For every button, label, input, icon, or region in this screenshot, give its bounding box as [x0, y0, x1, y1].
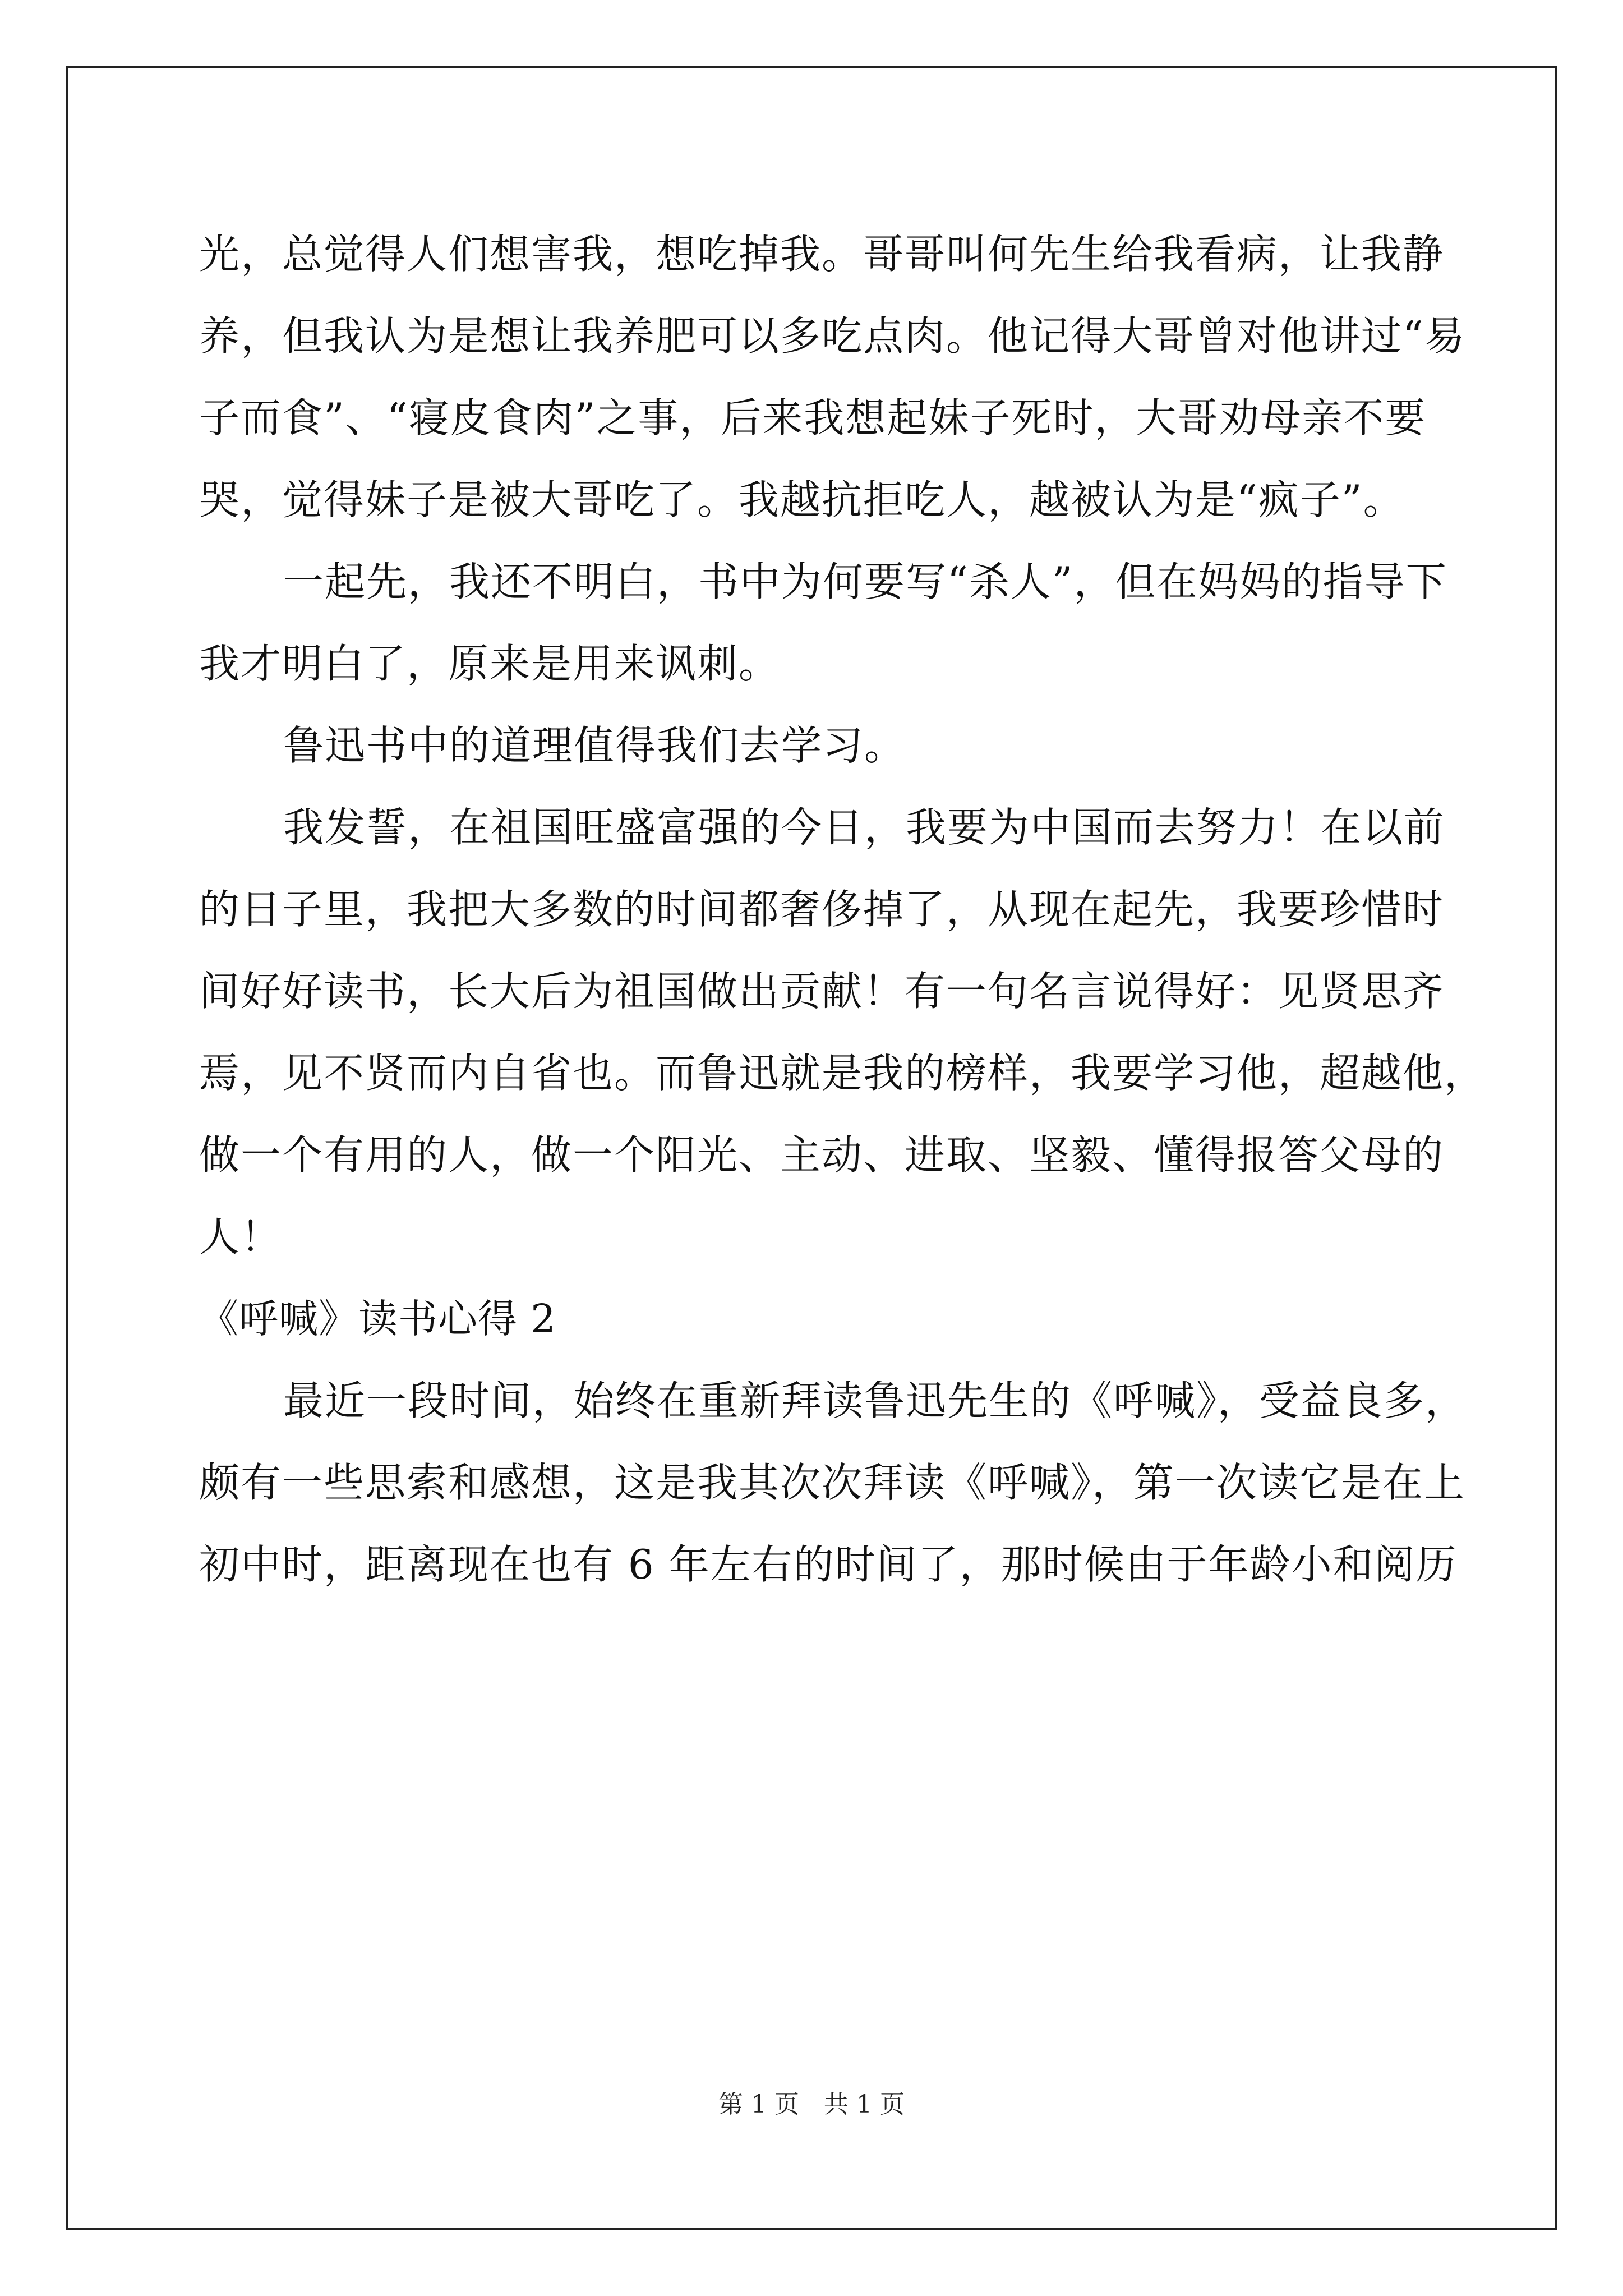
text-line-2: 养，但我认为是想让我养肥可以多吃点肉。他记得大哥曾对他讲过“易 — [199, 312, 1466, 360]
document-body — [199, 213, 1486, 1605]
text-line-10: 间好好读书，长大后为祖国做出贡献！有一句名言说得好：见贤思齐 — [199, 968, 1445, 1015]
section-heading: 《呼喊》读书心得 2 — [199, 1296, 556, 1342]
text-line-4: 哭，觉得妹子是被大哥吃了。我越抗拒吃人，越被认为是“疯子”。 — [199, 476, 1405, 523]
text-line-1: 光，总觉得人们想害我，想吃掉我。哥哥叫何先生给我看病，让我静 — [199, 231, 1445, 278]
text-line-13: 人！ — [199, 1213, 283, 1260]
text-line-17: 初中时，距离现在也有 6 年左右的时间了，那时候由于年龄小和阅历 — [199, 1541, 1458, 1588]
text-line-11: 焉，见不贤而内自省也。而鲁迅就是我的榜样，我要学习他，超越他， — [199, 1050, 1486, 1097]
text-line-3: 子而食”、“寝皮食肉”之事，后来我想起妹子死时，大哥劝母亲不要 — [199, 394, 1427, 441]
text-line-8: 我发誓，在祖国旺盛富强的今日，我要为中国而去努力！在以前 — [283, 804, 1446, 851]
page-footer: 第 1 页 共 1 页 — [718, 2090, 905, 2119]
text-line-5: 一起先，我还不明白，书中为何要写“杀人”，但在妈妈的指导下 — [283, 558, 1447, 605]
text-line-16: 颇有一些思索和感想，这是我其次次拜读《呼喊》，第一次读它是在上 — [199, 1459, 1466, 1506]
text-line-7: 鲁迅书中的道理值得我们去学习。 — [283, 722, 906, 769]
text-line-9: 的日子里，我把大多数的时间都奢侈掉了，从现在起先，我要珍惜时 — [199, 886, 1445, 933]
text-line-6: 我才明白了，原来是用来讽刺。 — [199, 640, 781, 687]
text-line-15: 最近一段时间，始终在重新拜读鲁迅先生的《呼喊》，受益良多， — [283, 1377, 1467, 1424]
text-line-12: 做一个有用的人，做一个阳光、主动、进取、坚毅、懂得报答父母的 — [199, 1131, 1445, 1179]
